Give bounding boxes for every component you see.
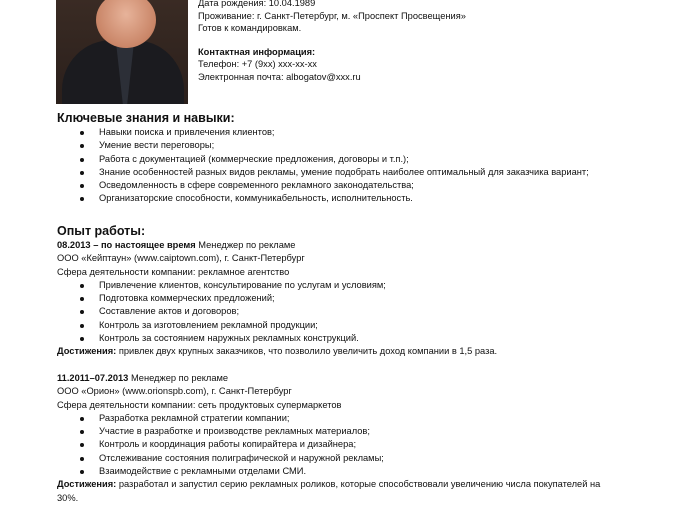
skills-list-block bbox=[57, 126, 589, 206]
list-item: Контроль и координация работы копирайтера и дизайнера; bbox=[57, 438, 617, 451]
list-item: Контроль за состоянием наружных рекламных конструкций. bbox=[57, 332, 497, 345]
job-sphere: Сфера деятельности компании: рекламное агентство bbox=[57, 266, 290, 277]
job-header bbox=[57, 239, 497, 252]
list-item: Навыки поиска и привлечения клиентов; bbox=[57, 126, 589, 139]
achievements-text: разработал и запустил серию рекламных роликов, которые способствовали увеличению числа покупателей на 30%. bbox=[57, 479, 601, 503]
list-item: Организаторские способности, коммуникабельность, исполнительность. bbox=[57, 192, 589, 205]
job-position: Менеджер по рекламе bbox=[195, 240, 296, 250]
travel-readiness: Готов к командировкам. bbox=[198, 23, 302, 34]
job-company: ООО «Кейптаун» (www.caiptown.com), г. Санкт-Петербург bbox=[57, 253, 305, 264]
contact-title: Контактная информация: bbox=[198, 46, 316, 57]
list-item: Знание особенностей разных видов рекламы, умение подобрать наиболее оптимальный для заказчика вариант; bbox=[57, 166, 589, 179]
job-sphere: Сфера деятельности компании: сеть продуктовых супермаркетов bbox=[57, 399, 342, 410]
job-company: ООО «Орион» (www.orionspb.com), г. Санкт-Петербург bbox=[57, 386, 292, 397]
achievements-label: Достижения: bbox=[57, 346, 117, 357]
list-item: Разработка рекламной стратегии компании; bbox=[57, 412, 617, 425]
skills-list bbox=[57, 126, 589, 206]
birth-date: Дата рождения: 10.04.1989 bbox=[198, 0, 316, 8]
job-header bbox=[57, 372, 617, 385]
residence: Проживание: г. Санкт-Петербург, м. «Проспект Просвещения» bbox=[198, 10, 466, 21]
email: Электронная почта: albogatov@xxx.ru bbox=[198, 71, 361, 82]
list-item: Контроль за изготовлением рекламной продукции; bbox=[57, 319, 497, 332]
list-item: Подготовка коммерческих предложений; bbox=[57, 292, 497, 305]
list-item: Осведомленность в сфере современного рекламного законодательства; bbox=[57, 179, 589, 192]
job-duties bbox=[57, 279, 497, 345]
list-item: Отслеживание состояния полиграфической и наружной рекламы; bbox=[57, 452, 617, 465]
list-item: Привлечение клиентов, консультирование по услугам и условиям; bbox=[57, 279, 497, 292]
list-item: Участие в разработке и производстве рекламных материалов; bbox=[57, 425, 617, 438]
experience-title: Опыт работы: bbox=[57, 224, 146, 238]
job-period: 08.2013 – по настоящее время bbox=[57, 240, 196, 250]
job-achievements bbox=[57, 345, 497, 358]
phone: Телефон: +7 (9xx) xxx-xx-xx bbox=[198, 59, 317, 70]
job-period: 11.2011–07.2013 bbox=[57, 373, 129, 383]
profile-photo bbox=[56, 0, 188, 104]
list-item: Работа с документацией (коммерческие предложения, договоры и т.п.); bbox=[57, 153, 589, 166]
personal-info bbox=[198, 0, 466, 84]
achievements-label: Достижения: bbox=[57, 479, 117, 490]
job-entry bbox=[57, 372, 617, 505]
list-item: Составление актов и договоров; bbox=[57, 305, 497, 318]
job-position: Менеджер по рекламе bbox=[128, 373, 229, 383]
job-duties bbox=[57, 412, 617, 478]
job-achievements bbox=[57, 478, 617, 505]
job-entry bbox=[57, 239, 497, 359]
list-item: Взаимодействие с рекламными отделами СМИ. bbox=[57, 465, 617, 478]
skills-title: Ключевые знания и навыки: bbox=[57, 111, 235, 125]
achievements-text: привлек двух крупных заказчиков, что позволило увеличить доход компании в 1,5 раза. bbox=[116, 346, 498, 357]
list-item: Умение вести переговоры; bbox=[57, 139, 589, 152]
